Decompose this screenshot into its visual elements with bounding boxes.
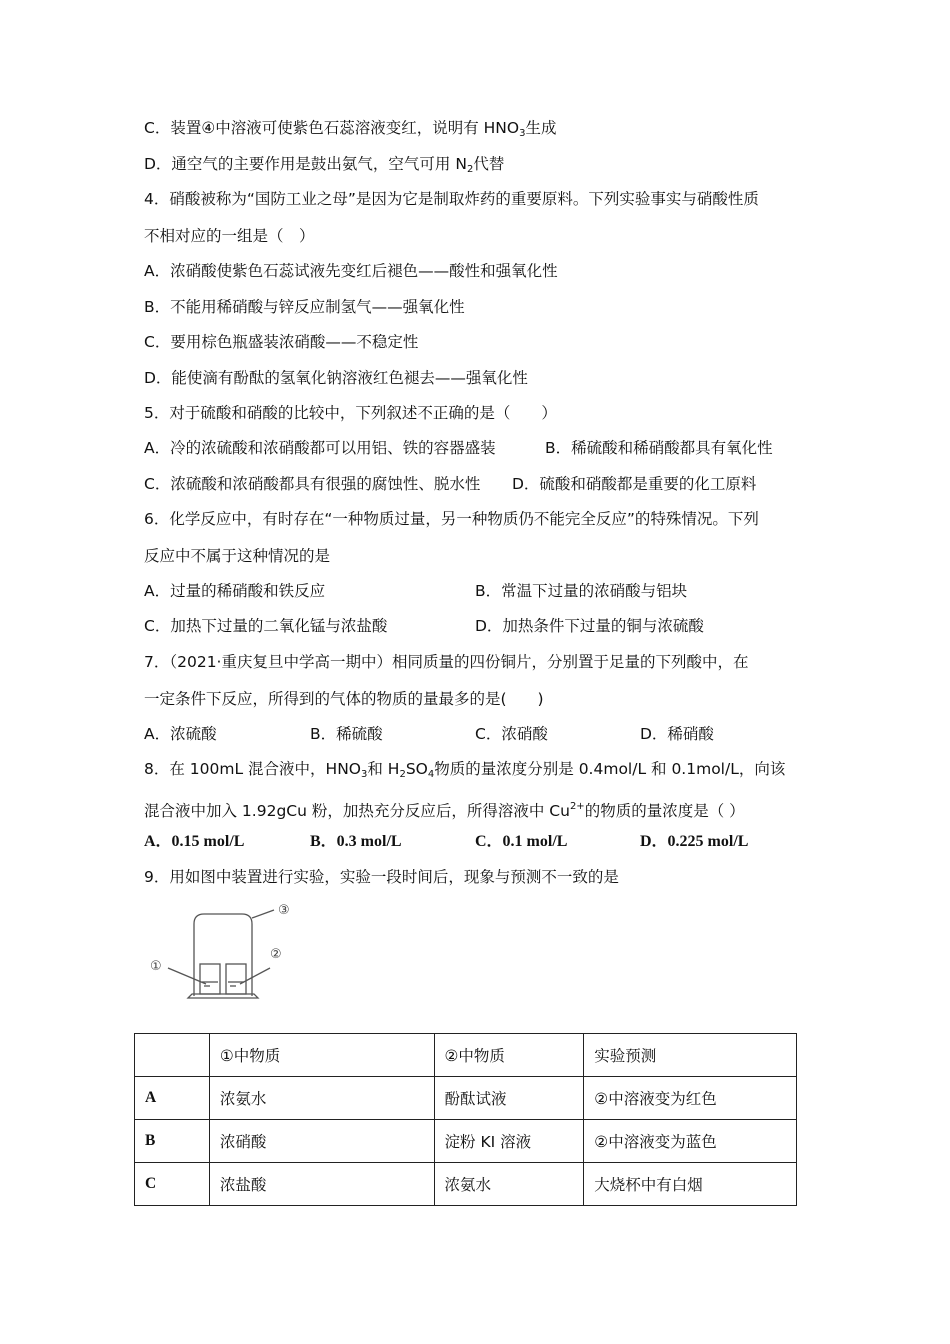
table-row	[135, 1120, 797, 1163]
q5-option-b: B．稀硫酸和稀硝酸都具有氧化性	[545, 439, 773, 457]
q4-stem-line1: 4．硝酸被称为“国防工业之母”是因为它是制取炸药的重要原料。下列实验事实与硝酸性质	[144, 190, 759, 208]
q7-option-c: C．浓硝酸	[475, 725, 548, 743]
figure-label-1: ①	[150, 959, 162, 974]
table-header-cell: 实验预测	[584, 1034, 797, 1077]
q5-option-a: A．冷的浓硫酸和浓硝酸都可以用铝、铁的容器盛装	[144, 439, 496, 457]
q6-stem-line2: 反应中不属于这种情况的是	[144, 547, 331, 565]
q6-option-d: D．加热条件下过量的铜与浓硫酸	[475, 617, 704, 635]
q7-option-b: B．稀硫酸	[310, 725, 383, 743]
q7-stem-line2: 一定条件下反应，所得到的气体的物质的量最多的是( )	[144, 690, 544, 708]
table-cell: B	[135, 1120, 210, 1163]
q5-option-c: C．浓硫酸和浓硝酸都具有很强的腐蚀性、脱水性	[144, 475, 481, 493]
q8-option-b: B．0.3 mol/L	[310, 833, 402, 850]
figure-label-2: ②	[270, 947, 282, 962]
q5-stem: 5．对于硫酸和硝酸的比较中，下列叙述不正确的是（ ）	[144, 404, 557, 422]
q4-option-d: D．能使滴有酚酞的氢氧化钠溶液红色褪去——强氧化性	[144, 369, 528, 387]
figure-label-3: ③	[278, 903, 290, 918]
q7-stem-line1: 7．（2021·重庆复旦中学高一期中）相同质量的四份铜片，分别置于足量的下列酸中，在	[144, 653, 749, 671]
q9-table	[134, 1033, 797, 1206]
table-cell: A	[135, 1077, 210, 1120]
table-header-cell: ②中物质	[434, 1034, 584, 1077]
table-header-cell: ①中物质	[209, 1034, 434, 1077]
q4-option-c: C．要用棕色瓶盛装浓硝酸——不稳定性	[144, 333, 419, 351]
table-header-cell	[135, 1034, 210, 1077]
q3-option-c: C．装置④中溶液可使紫色石蕊溶液变红，说明有 $HNO_3$生成	[144, 119, 557, 139]
q4-option-a: A．浓硝酸使紫色石蕊试液先变红后褪色——酸性和强氧化性	[144, 262, 558, 280]
table-cell: 浓盐酸	[209, 1163, 434, 1206]
table-cell: C	[135, 1163, 210, 1206]
q8-option-a: A．0.15 mol/L	[144, 833, 245, 850]
q8-stem-line2: 混合液中加入 1.92gCu 粉，加热充分反应后，所得溶液中 $Cu^{2+}$的物质的量浓度是（ ）	[144, 801, 745, 820]
table-row	[135, 1163, 797, 1206]
q8-option-d: D．0.225 mol/L	[640, 833, 749, 850]
q4-option-b: B．不能用稀硝酸与锌反应制氢气——强氧化性	[144, 298, 465, 316]
q3-option-d: D．通空气的主要作用是鼓出氨气，空气可用 $N_2$代替	[144, 155, 505, 175]
q7-option-a: A．浓硫酸	[144, 725, 217, 743]
table-cell: 酚酞试液	[434, 1077, 584, 1120]
q6-option-a: A．过量的稀硝酸和铁反应	[144, 582, 326, 600]
q4-stem-line2: 不相对应的一组是（ ）	[144, 227, 315, 245]
table-cell: ②中溶液变为蓝色	[584, 1120, 797, 1163]
table-header-row	[135, 1034, 797, 1077]
q9-stem: 9．用如图中装置进行实验，实验一段时间后，现象与预测不一致的是	[144, 868, 619, 886]
q6-stem-line1: 6．化学反应中，有时存在“一种物质过量，另一种物质仍不能完全反应”的特殊情况。下列	[144, 510, 759, 528]
table-cell: 浓氨水	[209, 1077, 434, 1120]
table-cell: 浓硝酸	[209, 1120, 434, 1163]
table-cell: 大烧杯中有白烟	[584, 1163, 797, 1206]
table-cell: ②中溶液变为红色	[584, 1077, 797, 1120]
q5-option-d: D．硫酸和硝酸都是重要的化工原料	[512, 475, 757, 493]
q6-option-b: B．常温下过量的浓硝酸与铝块	[475, 582, 688, 600]
table-cell: 浓氨水	[434, 1163, 584, 1206]
table-row	[135, 1077, 797, 1120]
q6-option-c: C．加热下过量的二氧化锰与浓盐酸	[144, 617, 388, 635]
q8-stem-line1: 8．在 100mL 混合液中，$HNO_3$和 $H_2SO_4$物质的量浓度分别是 0.4mol/L 和 0.1mol/L，向该	[144, 760, 786, 780]
q7-option-d: D．稀硝酸	[640, 725, 714, 743]
table-cell: 淀粉 KI 溶液	[434, 1120, 584, 1163]
q8-option-c: C．0.1 mol/L	[475, 833, 568, 850]
apparatus-diagram	[144, 898, 304, 1008]
